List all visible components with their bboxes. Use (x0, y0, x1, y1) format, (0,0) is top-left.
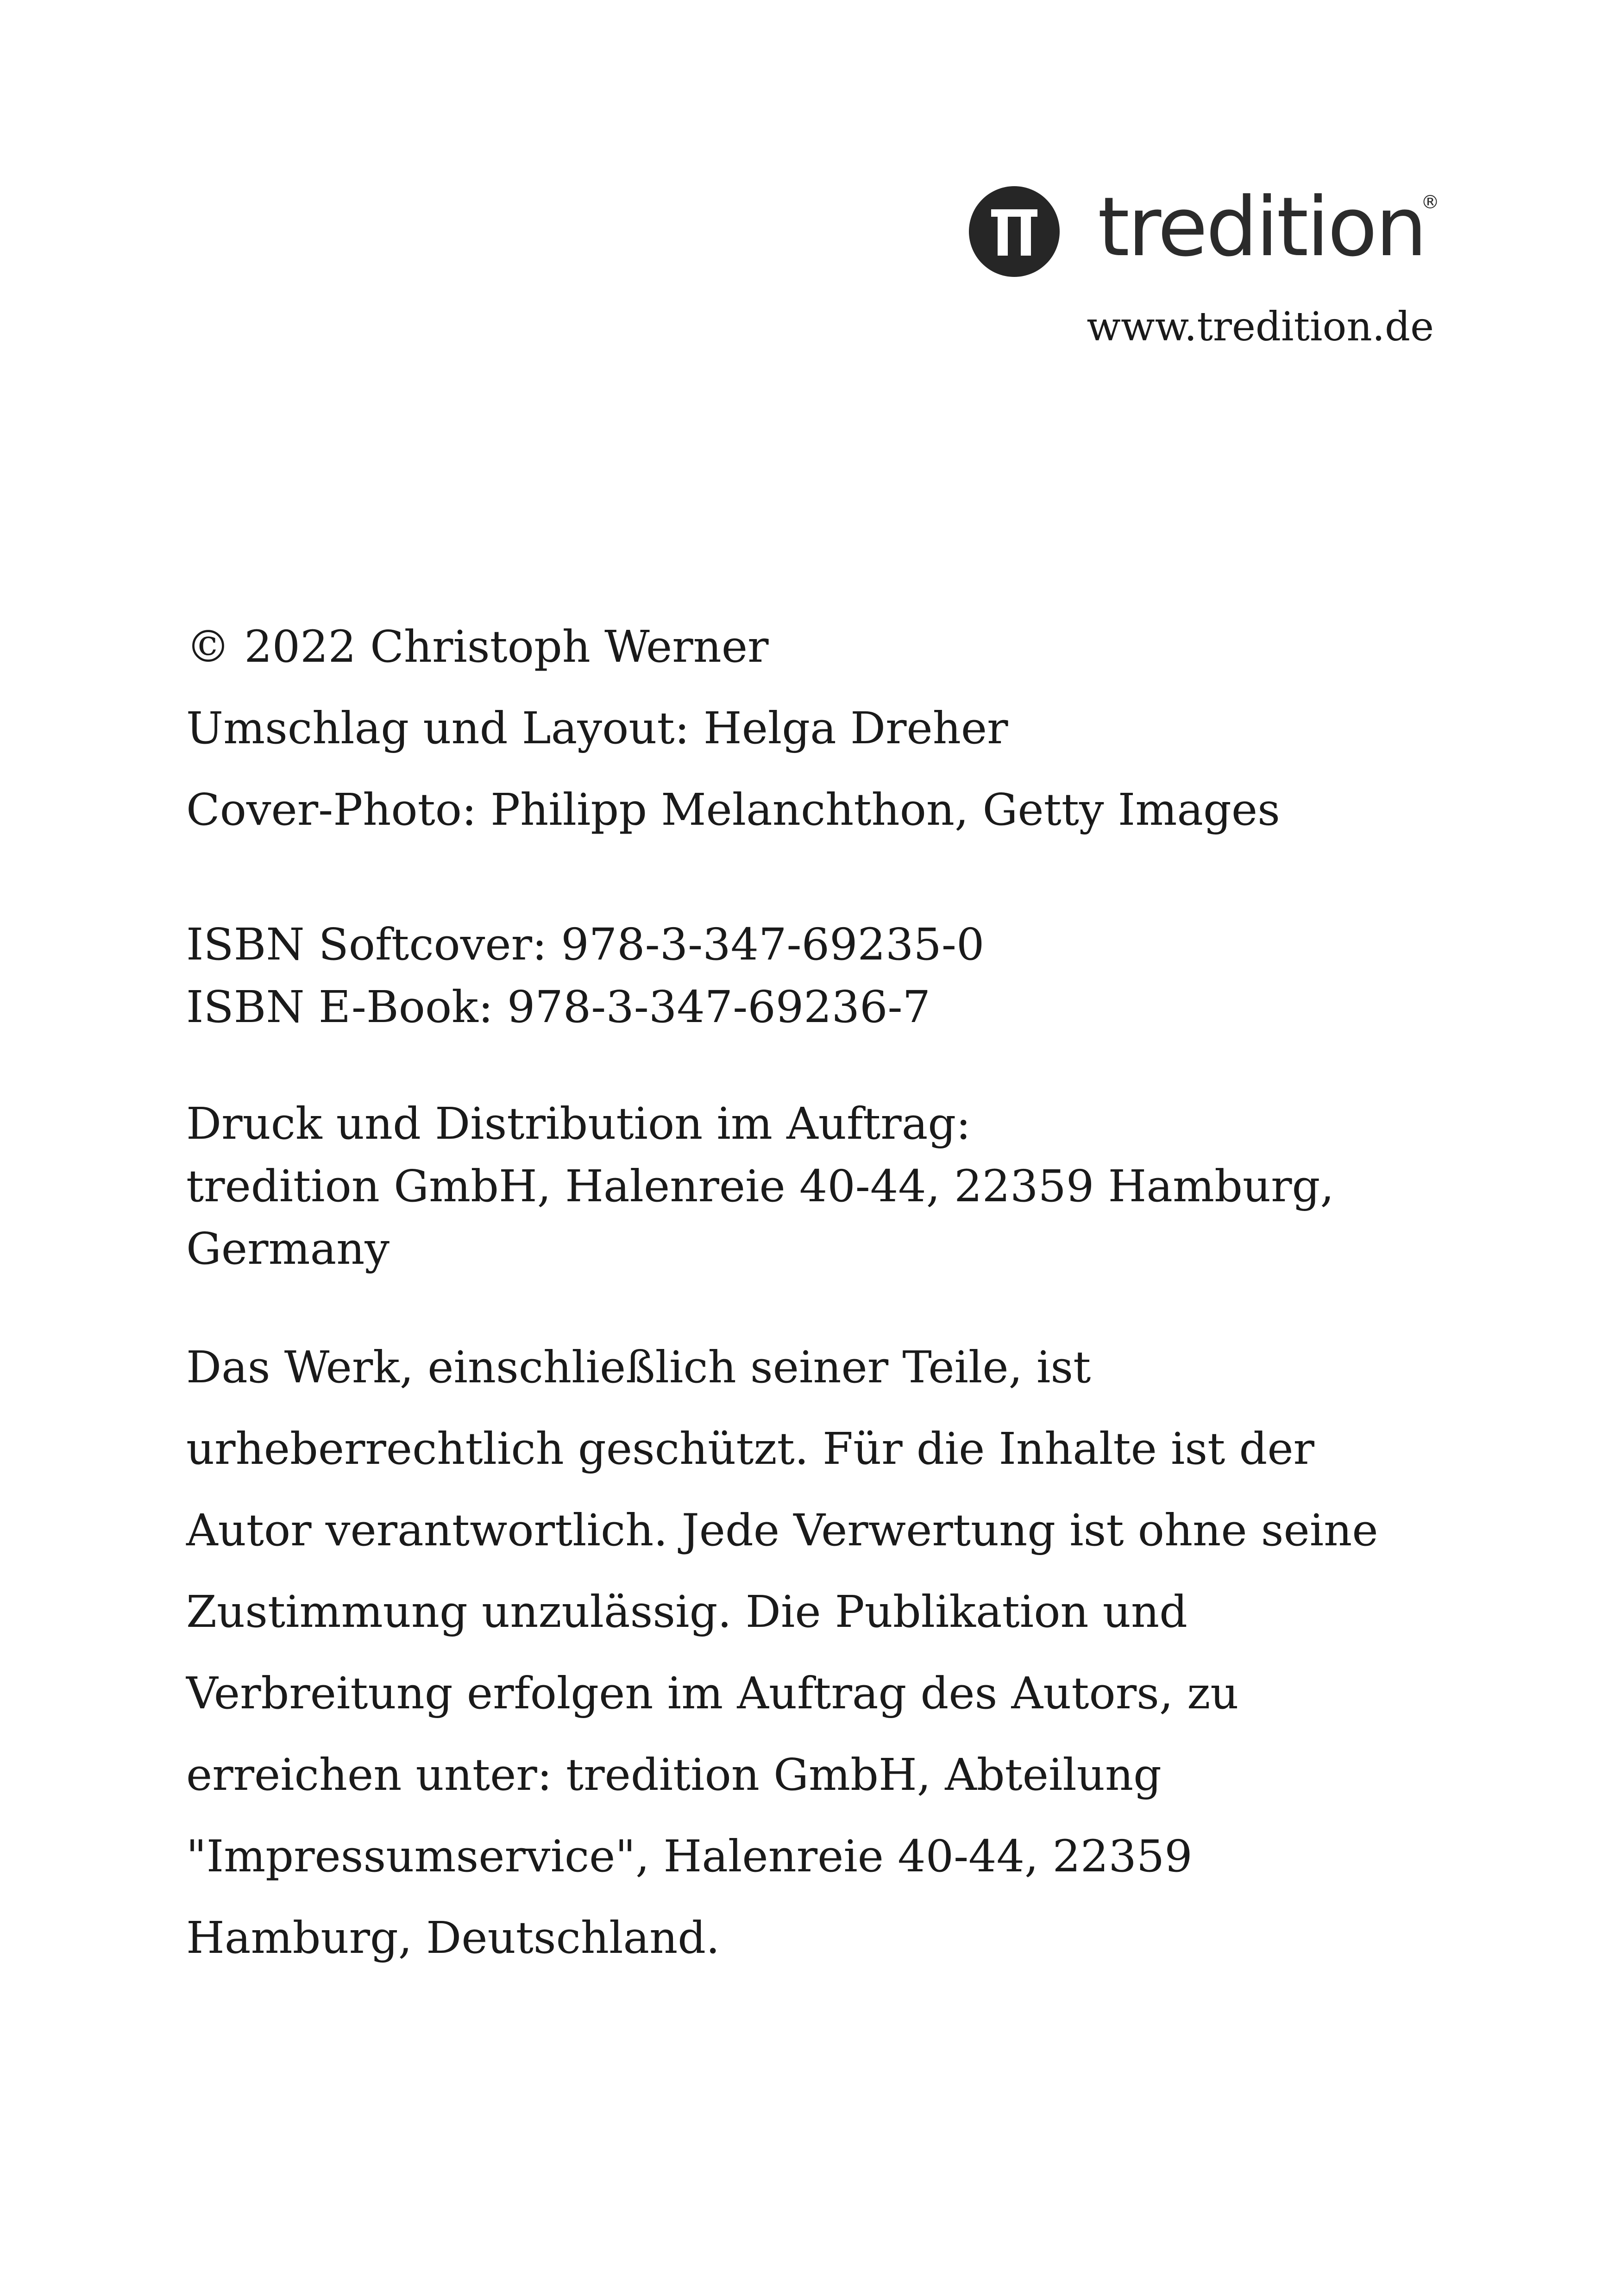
publisher-logo (968, 180, 1443, 280)
legal-notice-line: Autor verantwortlich. Jede Verwertung ist ohne seine (186, 1505, 1378, 1556)
distribution-line: Druck und Distribution im Auftrag: (186, 1098, 971, 1149)
isbn-softcover: ISBN Softcover: 978-3-347-69235-0 (186, 919, 985, 970)
legal-notice-line: "Impressumservice", Halenreie 40-44, 22359 (186, 1831, 1193, 1882)
layout-credit: Umschlag und Layout: Helga Dreher (186, 703, 1008, 754)
registered-mark: ® (1421, 192, 1439, 213)
logo-wordmark: tredition (1098, 180, 1426, 275)
legal-notice-line: erreichen unter: tredition GmbH, Abteilung (186, 1750, 1162, 1800)
isbn-ebook: ISBN E-Book: 978-3-347-69236-7 (186, 982, 931, 1033)
cover-photo-credit: Cover-Photo: Philipp Melanchthon, Getty Images (186, 784, 1280, 835)
distribution-line: tredition GmbH, Halenreie 40-44, 22359 Hamburg, (186, 1161, 1334, 1212)
legal-notice-line: Zustimmung unzulässig. Die Publikation und (186, 1587, 1187, 1637)
legal-notice-line: Verbreitung erfolgen im Auftrag des Autors, zu (186, 1668, 1239, 1719)
copyright-line: © 2022 Christoph Werner (186, 621, 769, 672)
tredition-logo-icon (968, 185, 1061, 278)
legal-notice-line: Das Werk, einschließlich seiner Teile, ist (186, 1342, 1091, 1393)
legal-notice-line: urheberrechtlich geschützt. Für die Inhalte ist der (186, 1424, 1314, 1474)
distribution-line: Germany (186, 1223, 390, 1274)
publisher-url: www.tredition.de (1087, 304, 1434, 350)
legal-notice-line: Hamburg, Deutschland. (186, 1913, 720, 1964)
